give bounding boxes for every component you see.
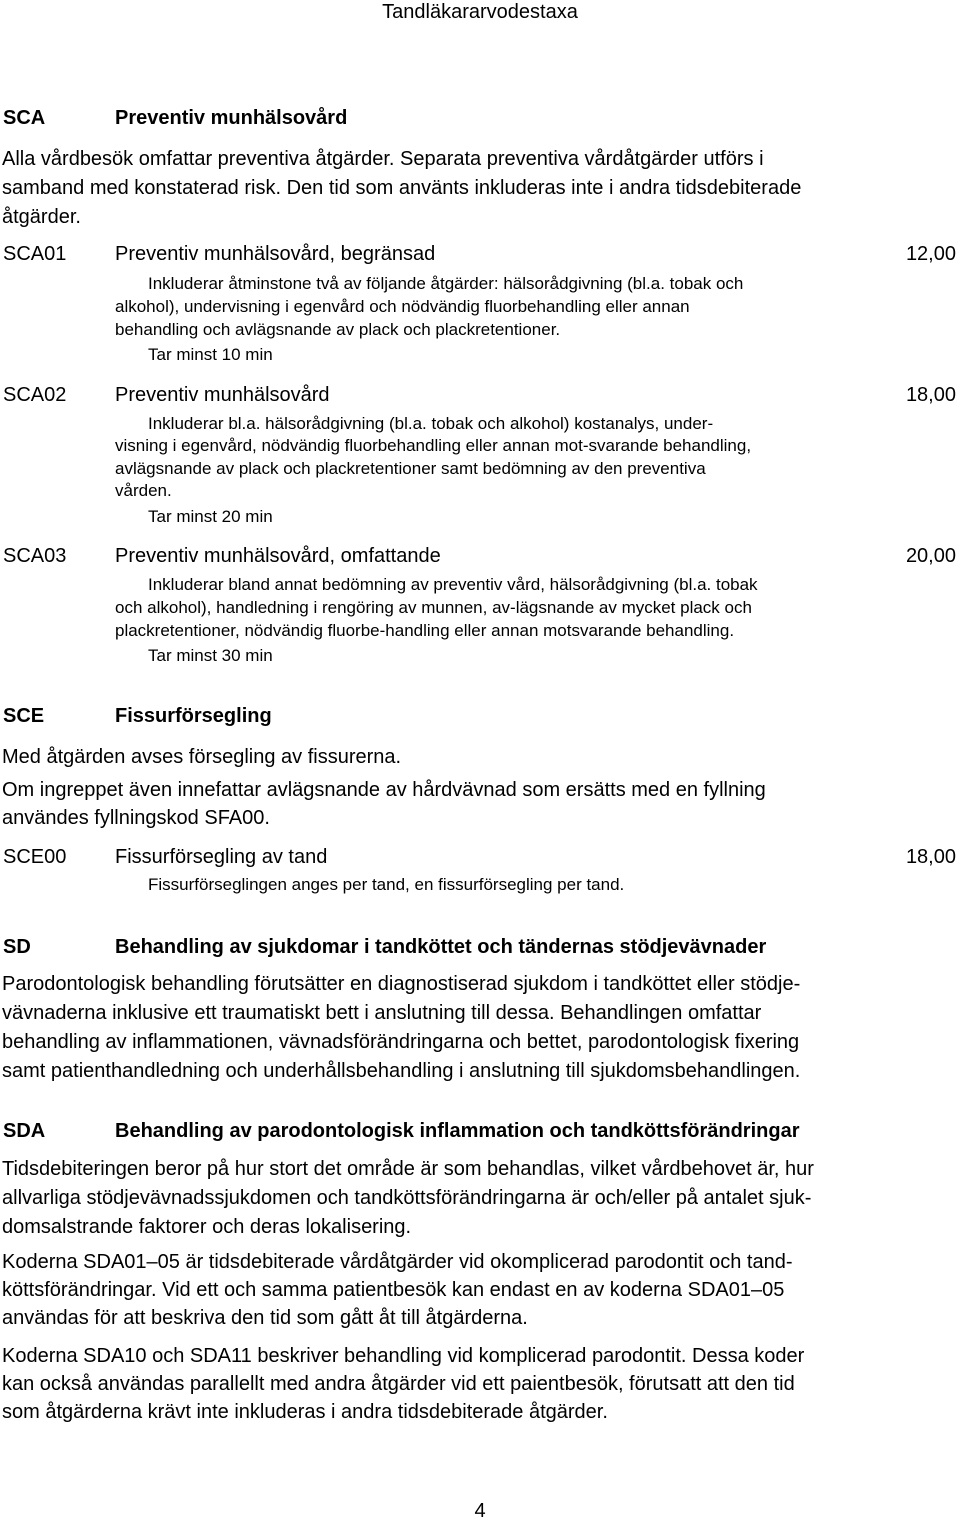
item-price: 20,00 (905, 545, 956, 567)
item-code: SCE00 (3, 846, 67, 868)
item-desc-line: och alkohol), handledning i rengöring av munnen, av-lägsnande av mycket plack och (115, 598, 752, 617)
sda-paragraph-line: allvarliga stödjevävnadssjukdomen och tandköttsförändringarna är och/eller på antalet sjuk- (2, 1187, 812, 1209)
item-desc-line: plackretentioner, nödvändig fluorbe-handling eller annan motsvarande behandling. (115, 620, 735, 640)
item-desc-first: Inkluderar åtminstone två av följande åtgärder: hälsorådgivning (bl.a. tobak och (148, 274, 744, 293)
item-desc (115, 597, 752, 642)
item-time: Tar minst 10 min (148, 345, 273, 364)
section-title-sd: Behandling av sjukdomar i tandköttet och tändernas stödjevävnader (115, 936, 767, 958)
section-title-sda: Behandling av parodontologisk inflammation och tandköttsförändringar (115, 1120, 800, 1142)
item-desc-line: vården. (115, 481, 172, 500)
section-code-sd: SD (3, 936, 31, 958)
sda-paragraph-line: användas för att beskriva den tid som gått åt till åtgärderna. (2, 1307, 528, 1329)
item-desc (115, 296, 690, 341)
item-desc-line: avlägsnande av plack och plackretentioner samt bedömning av den preventiva (115, 458, 706, 478)
sca-intro-line: Alla vårdbesök omfattar preventiva åtgärder. Separata preventiva vårdåtgärder utförs i (2, 148, 764, 170)
sca-intro-line: åtgärder. (2, 206, 81, 228)
sd-paragraph-line: vävnaderna inklusive ett traumatiskt bett i anslutning till dessa. Behandlingen omfattar (2, 1002, 762, 1024)
sda-paragraph-line: kan också användas parallellt med andra åtgärder vid ett paientbesök, förutsatt att den tid (2, 1373, 795, 1395)
sda-paragraph-line: Tidsdebiteringen beror på hur stort det område är som behandlas, vilket vårdbehovet är, hur (2, 1158, 814, 1180)
item-name: Preventiv munhälsovård, begränsad (115, 243, 436, 265)
item-code: SCA03 (3, 545, 67, 567)
sca-intro (2, 145, 960, 232)
item-time: Tar minst 20 min (148, 507, 273, 526)
item-code: SCA02 (3, 384, 67, 406)
sca-intro-line: samband med konstaterad risk. Den tid som använts inkluderas inte i andra tidsdebiterade (2, 177, 802, 199)
item-desc-line: behandling och avlägsnande av plack och plackretentioner. (115, 319, 561, 339)
section-code-sda: SDA (3, 1120, 46, 1142)
sce-paragraph-1: Med åtgärden avses försegling av fissurerna. (2, 746, 402, 768)
section-code-sce: SCE (3, 705, 45, 727)
item-desc (115, 435, 751, 503)
item-price: 18,00 (905, 846, 956, 868)
sd-paragraph (2, 970, 960, 1086)
sda-paragraph-line: Koderna SDA01–05 är tidsdebiterade vårdåtgärder vid okomplicerad parodontit och tand- (2, 1251, 793, 1273)
sda-paragraph-line: Koderna SDA10 och SDA11 beskriver behandling vid komplicerad parodontit. Dessa koder (2, 1345, 805, 1367)
sce-paragraph-line: Om ingreppet även innefattar avlägsnande av hårdvävnad som ersätts med en fyllning (2, 779, 766, 801)
sda-paragraph-1 (2, 1155, 960, 1242)
item-desc-line: visning i egenvård, nödvändig fluorbehandling eller annan mot-svarande behandling, (115, 436, 752, 455)
sda-paragraph-line: köttsförändringar. Vid ett och samma patientbesök kan endast en av koderna SDA01–05 (2, 1279, 785, 1301)
sce-paragraph-line: användes fyllningskod SFA00. (2, 807, 270, 829)
sd-paragraph-line: samt patienthandledning och underhållsbehandling i anslutning till sjukdomsbehandlingen. (2, 1060, 801, 1082)
sda-paragraph-line: domsalstrande faktorer och deras lokalisering. (2, 1216, 412, 1238)
sce-paragraph-2 (2, 776, 960, 832)
sda-paragraph-2 (2, 1248, 960, 1332)
sda-paragraph-3 (2, 1342, 960, 1426)
sd-paragraph-line: Parodontologisk behandling förutsätter en diagnostiserad sjukdom i tandköttet eller stödje- (2, 973, 801, 995)
sda-paragraph-line: som åtgärderna krävt inte inkluderas i andra tidsdebiterade åtgärder. (2, 1401, 608, 1423)
item-name: Preventiv munhälsovård, omfattande (115, 545, 441, 567)
item-price: 18,00 (905, 384, 956, 406)
item-name: Fissurförsegling av tand (115, 846, 328, 868)
item-desc-line: alkohol), undervisning i egenvård och nödvändig fluorbehandling eller annan (115, 297, 690, 316)
section-code-sca: SCA (3, 107, 46, 129)
item-desc: Fissurförseglingen anges per tand, en fissurförsegling per tand. (148, 875, 625, 894)
item-price: 12,00 (905, 243, 956, 265)
item-desc-first: Inkluderar bl.a. hälsorådgivning (bl.a. tobak och alkohol) kostanalys, under- (148, 414, 714, 433)
item-code: SCA01 (3, 243, 67, 265)
item-desc-first: Inkluderar bland annat bedömning av preventiv vård, hälsorådgivning (bl.a. tobak (148, 575, 758, 594)
page-number: 4 (474, 1500, 486, 1522)
section-title-sca: Preventiv munhälsovård (115, 107, 348, 129)
page-header: Tandläkararvodestaxa (382, 1, 578, 23)
item-time: Tar minst 30 min (148, 646, 273, 665)
item-name: Preventiv munhälsovård (115, 384, 330, 406)
sd-paragraph-line: behandling av inflammationen, vävnadsförändringarna och bettet, parodontologisk fixering (2, 1031, 800, 1053)
section-title-sce: Fissurförsegling (115, 705, 272, 727)
